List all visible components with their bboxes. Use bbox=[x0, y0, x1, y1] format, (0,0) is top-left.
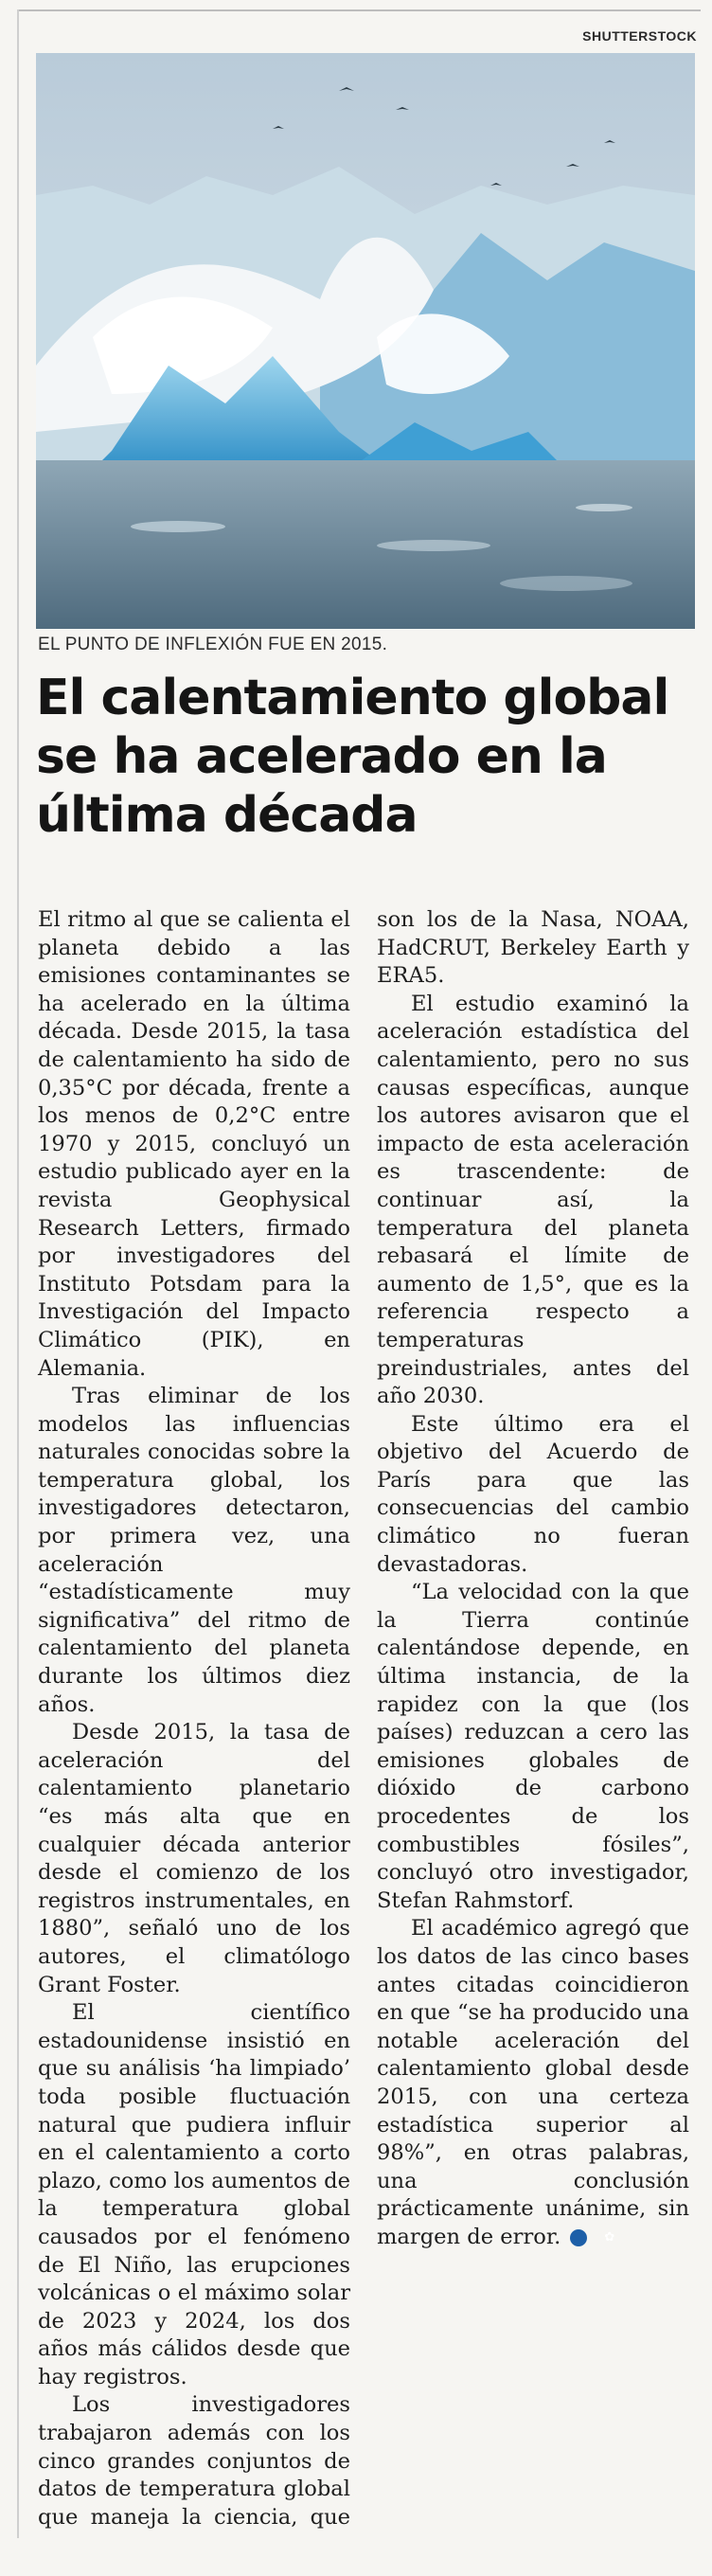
photo-credit: SHUTTERSTOCK bbox=[582, 28, 697, 44]
paragraph-text: El académico agregó que los datos de las cinco bases antes citadas coincidieron en que “se ha producido una notable aceleración del calentamiento global desde 2015, con una certeza estadística superior al 98%”, en otras palabras, una conclusión prácticamente unánime, sin margen de error. bbox=[377, 1916, 689, 2249]
paragraph: Los investigadores trabajaron además con los cinco grandes conjuntos de datos de temperatura global que maneja la ciencia, que son los de la Nasa, NOAA, HadCRUT, Berkeley Earth y ERA5. bbox=[38, 907, 689, 2530]
paragraph: El estudio examinó la aceleración estadística del calentamiento, pero no sus causas específicas, aunque los autores avisaron que el impacto de esta aceleración es trascendente: de continuar así, la temperatura del planeta rebasará el límite de aumento de 1,5°, que es la referencia respecto a temperaturas preindustriales, antes del año 2030. bbox=[377, 991, 689, 1409]
glacier-illustration bbox=[36, 53, 695, 629]
left-divider bbox=[17, 9, 19, 2538]
photo-caption: EL PUNTO DE INFLEXIÓN FUE EN 2015. bbox=[38, 635, 388, 654]
paragraph: El ritmo al que se calienta el planeta debido a las emisiones contaminantes se ha acelerado en la última década. Desde 2015, la tasa de calentamiento ha sido de 0,35°C por década, frente a los menos de 0,2°C entre 1970 y 2015, concluyó un estudio publicado ayer en la revista Geophysical Research Letters, firmado por investigadores del Instituto Potsdam para la Investigación del Impacto Climático (PIK), en Alemania. bbox=[38, 907, 350, 1381]
article-body bbox=[38, 906, 689, 2545]
paragraph: “La velocidad con la que la Tierra continúe calentándose depende, en última instancia, de la rapidez con la que (los países) reduzcan a cero las emisiones globales de dióxido de carbono procedentes de los combustibles fósiles”, concluyó otro investigador, Stefan Rahmstorf. bbox=[377, 1580, 689, 1913]
top-divider bbox=[19, 9, 701, 11]
paragraph: Este último era el objetivo del Acuerdo de París para que las consecuencias del cambio climático no fueran devastadoras. bbox=[377, 1411, 689, 1577]
glacier-photo bbox=[36, 53, 695, 629]
paragraph: Desde 2015, la tasa de aceleración del calentamiento planetario “es más alta que en cualquier década anterior desde el comienzo de los registros instrumentales, en 1880”, señaló uno de los autores, el climatólogo Grant Foster. bbox=[38, 1720, 350, 1997]
paragraph-last bbox=[377, 1915, 689, 2251]
article-headline: El calentamiento global se ha acelerado en la última década bbox=[36, 670, 669, 844]
end-of-article-icon: ✿ bbox=[570, 2229, 587, 2246]
paragraph: El científico estadounidense insistió en que su análisis ‘ha limpiado’ toda posible fluctuación natural que pudiera influir en el calentamiento a corto plazo, como los aumentos de la temperatura global causados por el fenómeno de El Niño, las erupciones volcánicas o el máximo solar de 2023 y 2024, los dos años más cálidos desde que hay registros. bbox=[38, 2000, 350, 2389]
paragraph: Tras eliminar de los modelos las influencias naturales conocidas sobre la temperatura global, los investigadores detectaron, por primera vez, una aceleración “estadísticamente muy significativa” del ritmo de calentamiento del planeta durante los últimos diez años. bbox=[38, 1384, 350, 1717]
